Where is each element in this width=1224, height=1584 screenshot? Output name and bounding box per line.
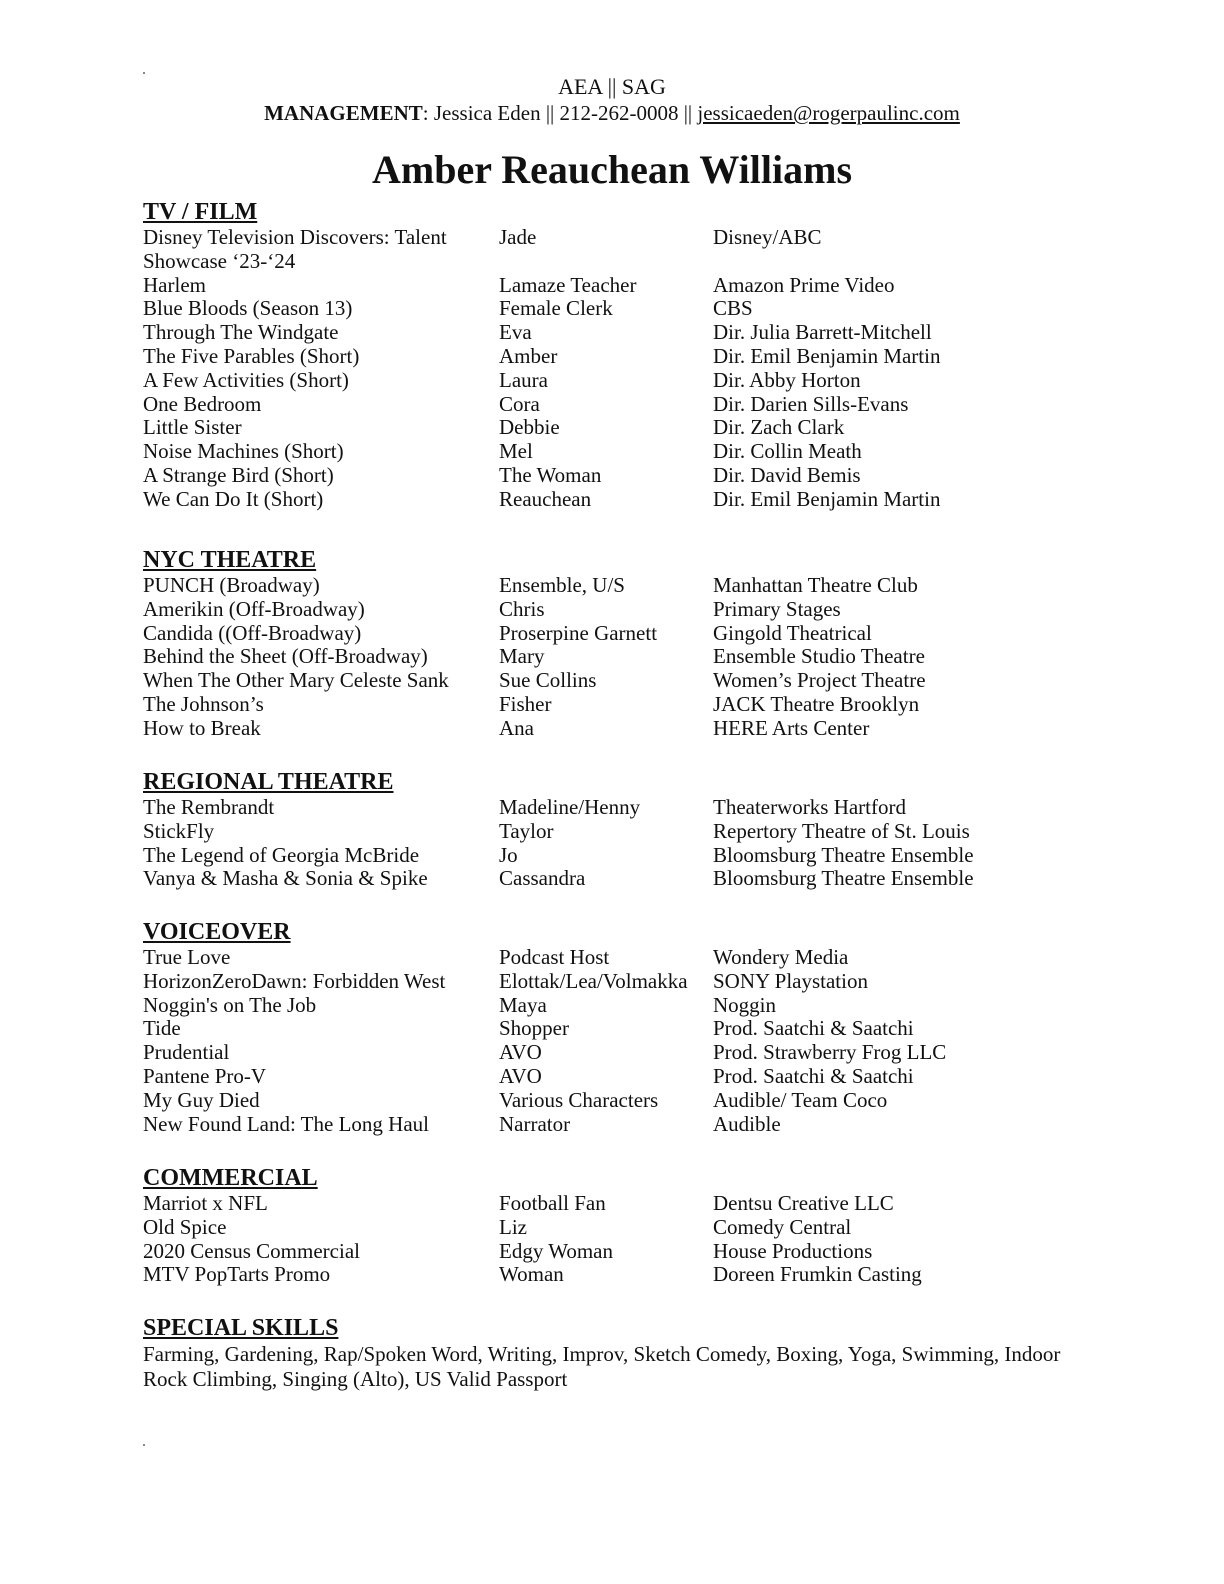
credits-list <box>143 796 1083 891</box>
credit-role: Maya <box>499 992 547 1017</box>
credit-company: Prod. Strawberry Frog LLC <box>713 1040 947 1065</box>
credit-role: Sue Collins <box>499 668 597 693</box>
credits-list <box>143 946 1083 1136</box>
credit-role: Shopper <box>499 1016 569 1041</box>
credit-row <box>143 970 1083 994</box>
credit-row <box>143 574 1083 598</box>
credit-company: Dir. Zach Clark <box>713 415 845 440</box>
credit-title: Amerikin (Off-Broadway) <box>143 596 365 621</box>
credit-role: Eva <box>499 320 532 345</box>
management-details: : Jessica Eden || 212-262-0008 || <box>422 101 698 125</box>
credit-title: Prudential <box>143 1040 230 1065</box>
credit-company: Dir. David Bemis <box>713 462 861 487</box>
credit-role: Cassandra <box>499 866 586 891</box>
credit-row <box>143 1263 1083 1287</box>
credit-company: Bloomsburg Theatre Ensemble <box>713 866 974 891</box>
credit-role: Chris <box>499 596 545 621</box>
credit-role: Lamaze Teacher <box>499 272 637 297</box>
credit-title: Noggin's on The Job <box>143 992 317 1017</box>
credit-company: Comedy Central <box>713 1214 852 1239</box>
section-special-skills <box>143 1314 1083 1391</box>
credit-role: Various Characters <box>499 1087 659 1112</box>
credit-role: Reauchean <box>499 486 592 511</box>
credit-company: Wondery Media <box>713 945 849 969</box>
credit-role: Ana <box>499 715 534 740</box>
credit-company: Dir. Darien Sills-Evans <box>713 391 909 416</box>
credits-list <box>143 1192 1083 1287</box>
credit-row <box>143 820 1083 844</box>
credit-role: Laura <box>499 367 548 392</box>
credit-role: Jo <box>499 842 518 867</box>
credit-role: Cora <box>499 391 540 416</box>
credit-role: Liz <box>499 1214 527 1239</box>
credit-row <box>143 1017 1083 1041</box>
credit-company: Dir. Abby Horton <box>713 367 861 392</box>
credit-row <box>143 1041 1083 1065</box>
credit-company: Dir. Julia Barrett-Mitchell <box>713 320 932 345</box>
credit-row <box>143 1240 1083 1264</box>
credit-company: SONY Playstation <box>713 968 868 993</box>
credit-company: Repertory Theatre of St. Louis <box>713 818 970 843</box>
credit-role: AVO <box>499 1040 542 1065</box>
credit-row <box>143 1089 1083 1113</box>
credit-title: The Johnson’s <box>143 691 264 716</box>
credit-title: StickFly <box>143 818 215 843</box>
credit-company: Audible/ Team Coco <box>713 1087 888 1112</box>
credit-role: AVO <box>499 1063 542 1088</box>
credit-company: Disney/ABC <box>713 225 822 249</box>
credit-company: Theaterworks Hartford <box>713 795 906 819</box>
credit-title: True Love <box>143 945 231 969</box>
credit-role: Ensemble, U/S <box>499 573 625 597</box>
credit-title: The Legend of Georgia McBride <box>143 842 420 867</box>
credit-title: We Can Do It (Short) <box>143 486 324 511</box>
credit-title: A Strange Bird (Short) <box>143 462 334 487</box>
credit-row <box>143 598 1083 622</box>
actor-name: Amber Reauchean Williams <box>371 147 853 192</box>
credit-company: Dir. Collin Meath <box>713 439 862 464</box>
credit-row <box>143 717 1083 741</box>
section-title: COMMERCIAL <box>143 1165 318 1191</box>
credit-company: Amazon Prime Video <box>713 272 895 297</box>
stray-mark <box>143 1444 145 1446</box>
credit-title: Disney Television Discovers: Talent Showcase ‘23-‘24 <box>143 225 447 273</box>
credit-title: Behind the Sheet (Off-Broadway) <box>143 644 428 669</box>
credit-row <box>143 488 1083 512</box>
section-title: VOICEOVER <box>143 919 291 945</box>
credit-role: Mel <box>499 439 533 464</box>
section-nyc-theatre <box>143 546 1083 741</box>
credit-row <box>143 297 1083 321</box>
credit-role: Madeline/Henny <box>499 795 641 819</box>
credit-company: Prod. Saatchi & Saatchi <box>713 1016 914 1041</box>
credit-row <box>143 226 1083 274</box>
credit-role: Jade <box>499 225 537 249</box>
credit-row <box>143 464 1083 488</box>
management-label: MANAGEMENT <box>264 101 423 125</box>
union-affiliations: AEA || SAG <box>558 74 666 99</box>
credit-company: Ensemble Studio Theatre <box>713 644 925 669</box>
section-title: TV / FILM <box>143 199 258 225</box>
credit-role: Female Clerk <box>499 296 613 321</box>
credit-role: Debbie <box>499 415 560 440</box>
credit-title: My Guy Died <box>143 1087 260 1112</box>
credits-list <box>143 226 1083 512</box>
credit-row <box>143 1216 1083 1240</box>
credit-title: Noise Machines (Short) <box>143 439 344 464</box>
credit-company: Gingold Theatrical <box>713 620 872 645</box>
credit-company: Prod. Saatchi & Saatchi <box>713 1063 914 1088</box>
section-voiceover <box>143 918 1083 1136</box>
credit-title: One Bedroom <box>143 391 262 416</box>
credit-company: Women’s Project Theatre <box>713 668 926 693</box>
credit-title: A Few Activities (Short) <box>143 367 349 392</box>
credit-title: Marriot x NFL <box>143 1191 268 1215</box>
credit-row <box>143 416 1083 440</box>
credit-company: Audible <box>713 1111 781 1136</box>
credit-company: Primary Stages <box>713 596 841 621</box>
credit-company: House Productions <box>713 1238 873 1263</box>
credit-role: Woman <box>499 1262 564 1287</box>
credit-company: Manhattan Theatre Club <box>713 573 918 597</box>
credit-title: New Found Land: The Long Haul <box>143 1111 429 1136</box>
section-commercial <box>143 1164 1083 1287</box>
credit-role: Proserpine Garnett <box>499 620 658 645</box>
credit-role: Football Fan <box>499 1191 606 1215</box>
credit-title: 2020 Census Commercial <box>143 1238 360 1263</box>
credit-title: Little Sister <box>143 415 242 440</box>
credit-title: Through The Windgate <box>143 320 339 345</box>
credit-role: Amber <box>499 343 558 368</box>
credit-title: Pantene Pro-V <box>143 1063 267 1088</box>
credit-company: Doreen Frumkin Casting <box>713 1262 922 1287</box>
credit-company: CBS <box>713 296 753 321</box>
credit-row <box>143 321 1083 345</box>
credit-company: Noggin <box>713 992 776 1017</box>
section-title: SPECIAL SKILLS <box>143 1315 339 1341</box>
credit-row <box>143 669 1083 693</box>
credit-role: Fisher <box>499 691 552 716</box>
credit-title: How to Break <box>143 715 261 740</box>
credit-role: Narrator <box>499 1111 571 1136</box>
credit-role: Taylor <box>499 818 554 843</box>
credit-role: Podcast Host <box>499 945 610 969</box>
management-contact <box>0 100 1224 126</box>
credit-title: Blue Bloods (Season 13) <box>143 296 353 321</box>
credit-row <box>143 1065 1083 1089</box>
skills-text: Farming, Gardening, Rap/Spoken Word, Writing, Improv, Sketch Comedy, Boxing, Yoga, Swimming, Indoor Rock Climbing, Singing (Alto), US Valid Passport <box>143 1342 1061 1391</box>
credit-role: Elottak/Lea/Volmakka <box>499 968 688 993</box>
credit-title: When The Other Mary Celeste Sank <box>143 668 449 693</box>
credit-title: Old Spice <box>143 1214 227 1239</box>
section-regional-theatre <box>143 768 1083 891</box>
credit-title: HorizonZeroDawn: Forbidden West <box>143 968 446 993</box>
credit-title: The Five Parables (Short) <box>143 343 360 368</box>
credit-row <box>143 1113 1083 1137</box>
credit-row <box>143 994 1083 1018</box>
credit-title: Candida ((Off-Broadway) <box>143 620 362 645</box>
credit-title: MTV PopTarts Promo <box>143 1262 331 1287</box>
credit-title: Harlem <box>143 272 206 297</box>
credit-role: Mary <box>499 644 545 669</box>
credit-row <box>143 796 1083 820</box>
credit-row <box>143 274 1083 298</box>
credit-row <box>143 1192 1083 1216</box>
credit-company: Dentsu Creative LLC <box>713 1191 894 1215</box>
credit-role: Edgy Woman <box>499 1238 613 1263</box>
management-email-link[interactable]: jessicaeden@rogerpaulinc.com <box>697 101 960 125</box>
section-title: REGIONAL THEATRE <box>143 769 394 795</box>
section-tv-film <box>143 198 1083 512</box>
credit-row <box>143 693 1083 717</box>
credit-row <box>143 622 1083 646</box>
section-title: NYC THEATRE <box>143 547 317 573</box>
credit-title: PUNCH (Broadway) <box>143 573 320 597</box>
credit-row <box>143 345 1083 369</box>
credit-company: Dir. Emil Benjamin Martin <box>713 486 941 511</box>
credit-row <box>143 645 1083 669</box>
credit-row <box>143 946 1083 970</box>
credit-row <box>143 867 1083 891</box>
credit-company: JACK Theatre Brooklyn <box>713 691 920 716</box>
credit-row <box>143 393 1083 417</box>
credit-role: The Woman <box>499 462 602 487</box>
credit-title: Tide <box>143 1016 181 1041</box>
credit-row <box>143 369 1083 393</box>
credit-row <box>143 440 1083 464</box>
credit-company: HERE Arts Center <box>713 715 870 740</box>
credit-company: Dir. Emil Benjamin Martin <box>713 343 941 368</box>
credit-title: The Rembrandt <box>143 795 275 819</box>
credits-list <box>143 574 1083 741</box>
credit-company: Bloomsburg Theatre Ensemble <box>713 842 974 867</box>
credit-row <box>143 844 1083 868</box>
credit-title: Vanya & Masha & Sonia & Spike <box>143 866 428 891</box>
